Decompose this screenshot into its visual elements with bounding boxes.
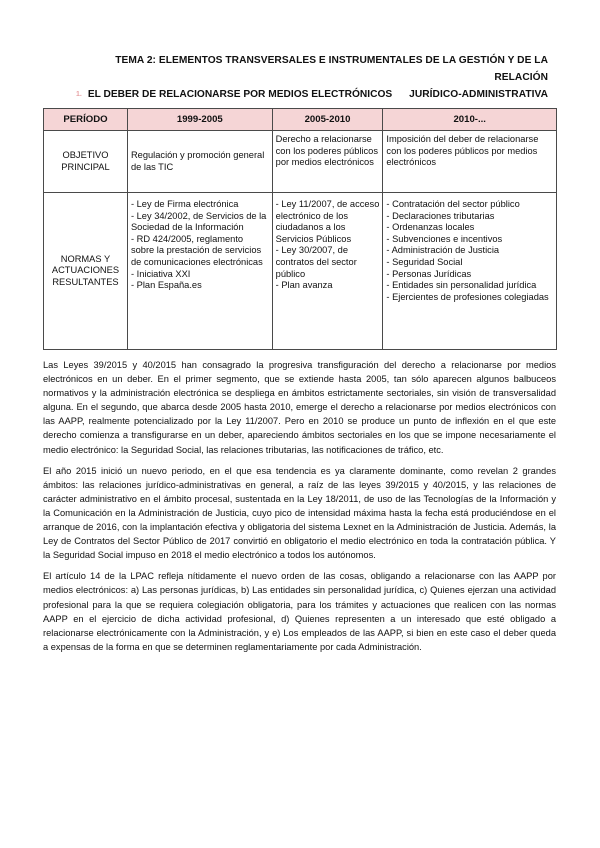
list-item: - Administración de Justicia (386, 245, 500, 256)
header-1999-2005: 1999-2005 (127, 109, 272, 131)
table-row-normas (44, 193, 557, 350)
section-bullet: 1. (76, 91, 82, 98)
list-item: - Iniciativa XXI (130, 268, 191, 279)
list-item: - Contratación del sector público (386, 199, 520, 209)
cell-objetivo-1999: Regulación y promoción general de las TIC (127, 131, 272, 193)
body-text (43, 358, 556, 661)
section-heading (76, 89, 392, 100)
table-header-row (44, 109, 557, 131)
list-item: - Ley 11/2007, de acceso electrónico de los ciudadanos a los Servicios Públicos (275, 199, 380, 244)
list-item: - Plan España.es (130, 280, 202, 291)
list-item: - Ejercientes de profesiones colegiadas (386, 291, 549, 302)
list-item: - RD 424/2005, reglamento sobre la prestación de servicios de comunicaciones electrónicas (130, 233, 263, 267)
list-item: - Entidades sin personalidad jurídica (386, 280, 537, 291)
list-item: - Declaraciones tributarias (386, 210, 495, 221)
header-periodo: PERÍODO (44, 109, 128, 131)
list-item: - Personas Jurídicas (386, 268, 472, 279)
list-item: - Ley 34/2002, de Servicios de la Sociedad de la Información (130, 210, 267, 233)
list-item: - Subvenciones e incentivos (386, 233, 503, 244)
table-row-objetivo (44, 131, 557, 193)
row-label-normas: NORMAS Y ACTUACIONES RESULTANTES (44, 193, 128, 350)
cell-normas-1999 (127, 193, 272, 350)
row-label-objetivo: OBJETIVO PRINCIPAL (44, 131, 128, 193)
paragraph-2: El año 2015 inició un nuevo periodo, en el que esa tendencia es ya claramente dominante, como revelan 2 grandes ámbitos: las relaciones jurídico-administrativas en general, a raíz de las leyes 39/2015 y 40/2015, y las relaciones de carácter administrativo en el ámbito procesal, sustentada en la Ley 18/2011, de uso de las Tecnologías de la Información y la Comunicación en la Administración de Justicia, cuyo pico de intensidad máxima hasta la fecha está produciéndose en el arranque de 2016, con la implantación efectiva y obligatoria del sistema Lexnet en la Administración de Justicia. Además, la Ley de Contratos del Sector Público de 2017 convirtió en obligatorio el medio electrónico en toda la contratación pública. Y la Seguridad Social impuso en 2018 el medio electrónico a todos los autónomos. (43, 465, 556, 561)
cell-normas-2005 (272, 193, 383, 350)
paragraph-1: Las Leyes 39/2015 y 40/2015 han consagrado la progresiva transfiguración del derecho a relacionarse por medios electrónicos en un deber. En el primer segmento, que se extiende hasta 2005, tan sólo aparecen algunos balbuceos normativos y la administración electrónica se despliega en ámbitos estrictamente sectoriales, sin visión de transversalidad alguna. En el segundo, que abarca desde 2005 hasta 2010, emerge el derecho a relacionarse por medios electrónicos con las AAPP, realmente potencializado por la Ley 11/2007. Pero en 2010 se produce un punto de inflexión en el que este derecho comienza a transfigurarse en un deber, apareciendo ámbitos sectoriales en los que se impone necesariamente el medio electrónico: la Seguridad Social, las relaciones tributarias, las notificaciones de tráfico, etc. (43, 360, 556, 455)
header-2010: 2010-... (383, 109, 557, 131)
header-line-1: TEMA 2: ELEMENTOS TRANSVERSALES E INSTRUMENTALES DE LA GESTIÓN Y DE LA RELACIÓN (115, 55, 548, 83)
header-line-2: JURÍDICO-ADMINISTRATIVA (409, 89, 548, 100)
cell-normas-2010 (383, 193, 557, 350)
cell-objetivo-2005: Derecho a relacionarse con los poderes públicos por medios electrónicos (272, 131, 383, 193)
list-item: - Ordenanzas locales (386, 222, 475, 233)
periods-table (43, 108, 557, 350)
list-item: - Ley de Firma electrónica (130, 199, 239, 209)
section-title: EL DEBER DE RELACIONARSE POR MEDIOS ELECTRÓNICOS (87, 89, 393, 100)
paragraph-3: El artículo 14 de la LPAC refleja nítidamente el nuevo orden de las cosas, obligando a relacionarse con las AAPP por medios electrónicos: a) Las personas jurídicas, b) Las entidades sin personalidad jurídica, c) Quienes ejerzan una actividad profesional para la que se requiera colegiación obligatoria, para los trámites y actuaciones que realicen con las normas AAPP en el ejercicio de dicha actividad profesional, d) Quienes representen a un interesado que esté obligado a relacionarse electrónicamente con la Administración, y e) Los empleados de las AAPP, si bien en este caso el deber queda a expensas de la forma en que se determinen reglamentariamente por cada Administración. (43, 571, 556, 652)
list-item: - Ley 30/2007, de contratos del sector público (275, 245, 357, 279)
header-2005-2010: 2005-2010 (272, 109, 383, 131)
list-item: - Plan avanza (275, 280, 333, 291)
list-item: - Seguridad Social (386, 256, 463, 267)
cell-objetivo-2010: Imposición del deber de relacionarse con los poderes públicos por medios electrónicos (383, 131, 557, 193)
